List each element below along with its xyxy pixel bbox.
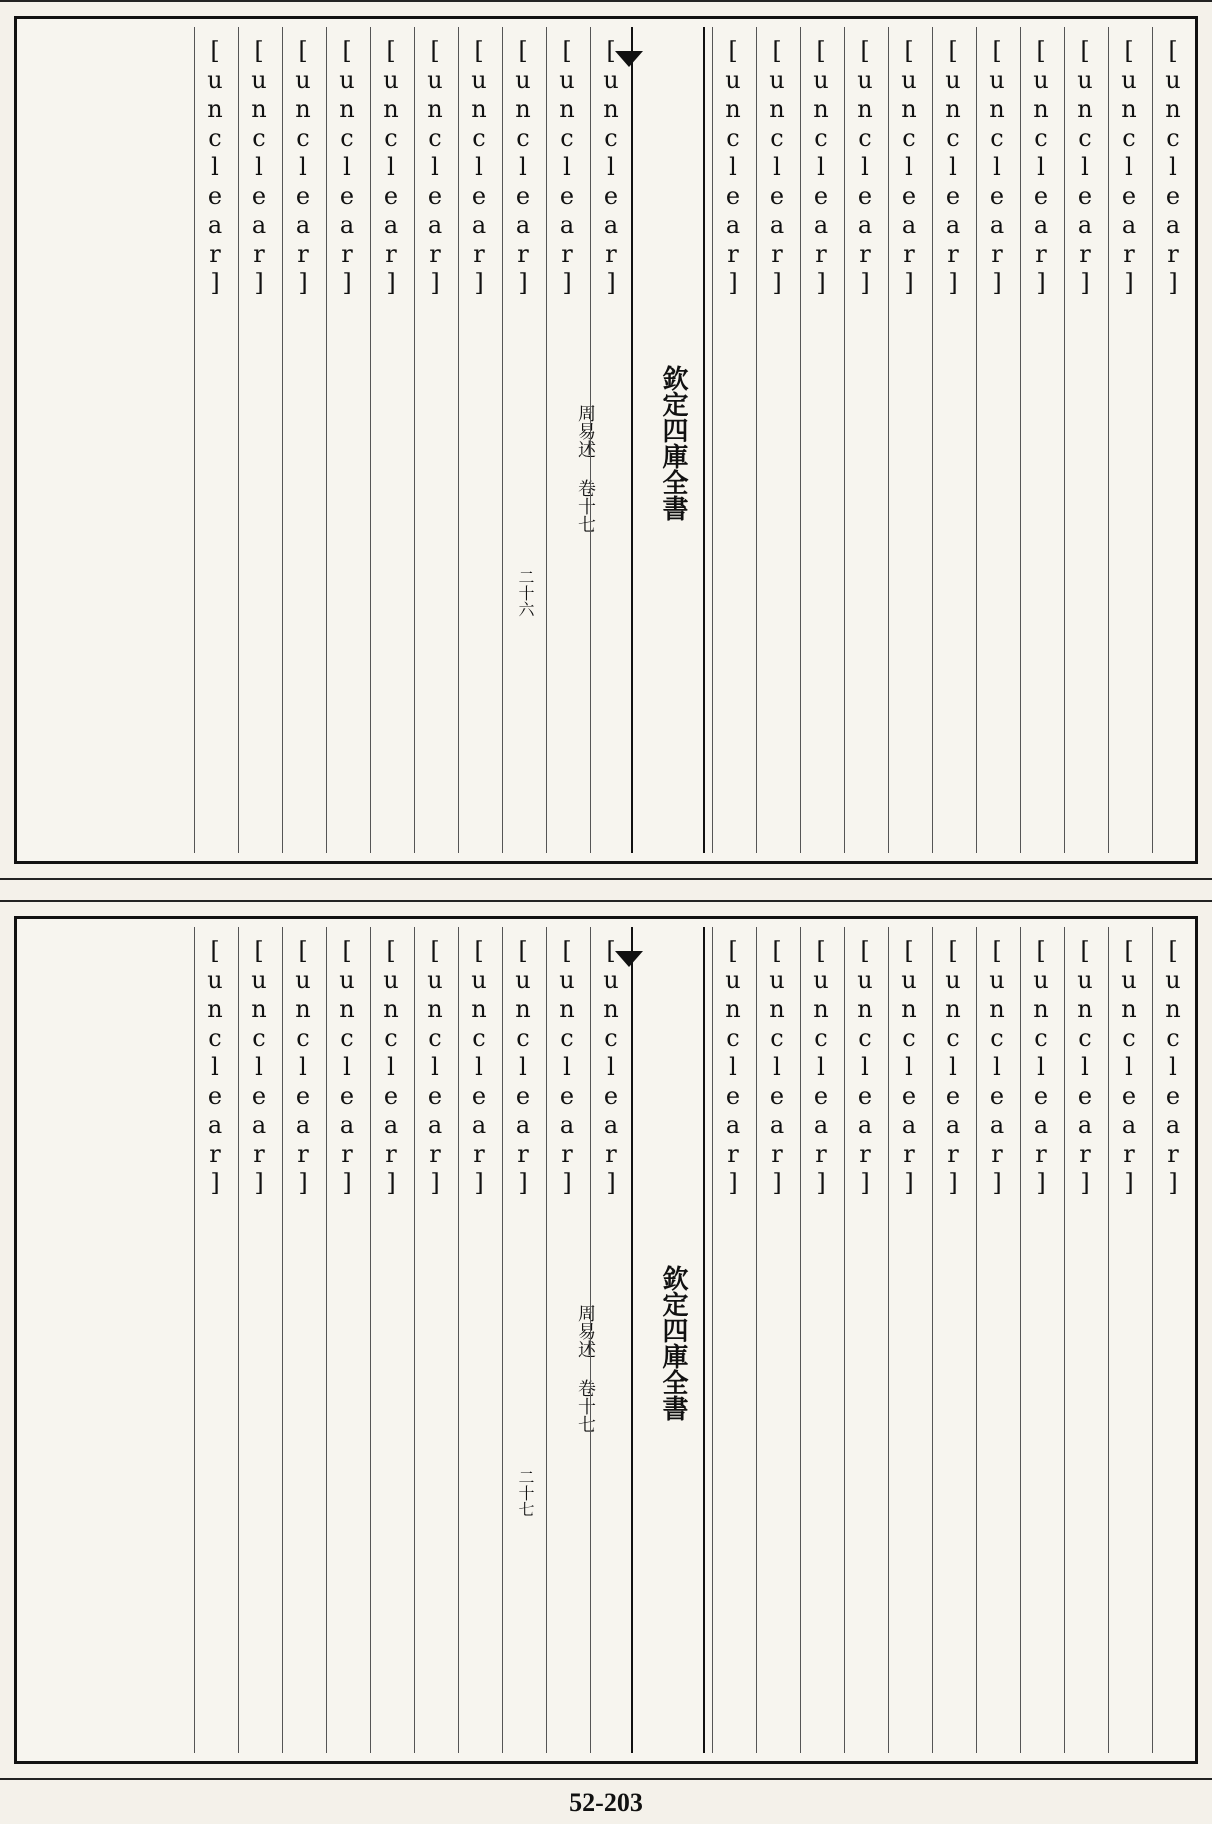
text-column: [unclear]: [326, 27, 367, 853]
spine-page-number: 二十六: [516, 569, 535, 617]
text-column: [unclear]: [1020, 27, 1061, 853]
text-column: [unclear]: [756, 927, 797, 1753]
text-column: [unclear]: [932, 927, 973, 1753]
spine-page-number: 二十七: [516, 1469, 535, 1517]
text-column: [unclear]: [370, 927, 411, 1753]
text-column: [unclear]: [1064, 927, 1105, 1753]
spine-title: 欽定四庫全書: [658, 1265, 688, 1421]
text-column: [unclear]: [756, 27, 797, 853]
text-column: [unclear]: [1108, 27, 1149, 853]
top-page-frame: [14, 16, 1198, 864]
text-column: [unclear]: [1064, 27, 1105, 853]
spine-volume: 周易述 卷十七: [575, 403, 596, 533]
text-column: [unclear]: [590, 927, 631, 1753]
text-column: [unclear]: [1152, 27, 1193, 853]
text-column: [unclear]: [546, 927, 587, 1753]
text-column: [unclear]: [844, 27, 885, 853]
text-column: [unclear]: [1152, 927, 1193, 1753]
text-column: [unclear]: [458, 927, 499, 1753]
text-column: [unclear]: [1108, 927, 1149, 1753]
text-column: [unclear]: [800, 927, 841, 1753]
text-column: [unclear]: [546, 27, 587, 853]
text-column: [unclear]: [414, 27, 455, 853]
text-column: [unclear]: [414, 927, 455, 1753]
text-column: [unclear]: [282, 927, 323, 1753]
text-column: [unclear]: [800, 27, 841, 853]
text-column: [unclear]: [238, 27, 279, 853]
text-column: [unclear]: [282, 27, 323, 853]
text-column: [unclear]: [502, 927, 543, 1753]
text-column: [unclear]: [888, 27, 929, 853]
spine-title: 欽定四庫全書: [658, 365, 688, 521]
text-column: [unclear]: [976, 27, 1017, 853]
text-column: [unclear]: [590, 27, 631, 853]
text-column: [unclear]: [932, 27, 973, 853]
text-column: [unclear]: [238, 927, 279, 1753]
page-reference: 52-203: [569, 1788, 643, 1817]
top-page: [0, 0, 1212, 880]
text-column: [unclear]: [502, 27, 543, 853]
bottom-page: [0, 900, 1212, 1780]
spine-volume: 周易述 卷十七: [575, 1303, 596, 1433]
text-column: [unclear]: [458, 27, 499, 853]
text-column: [unclear]: [370, 27, 411, 853]
text-column: [unclear]: [712, 27, 753, 853]
text-column: [unclear]: [844, 927, 885, 1753]
text-column: [unclear]: [194, 27, 235, 853]
text-column: [unclear]: [1020, 927, 1061, 1753]
bottom-page-frame: [14, 916, 1198, 1764]
text-column: [unclear]: [326, 927, 367, 1753]
text-column: [unclear]: [194, 927, 235, 1753]
text-column: [unclear]: [888, 927, 929, 1753]
text-column: [unclear]: [712, 927, 753, 1753]
text-column: [unclear]: [976, 927, 1017, 1753]
